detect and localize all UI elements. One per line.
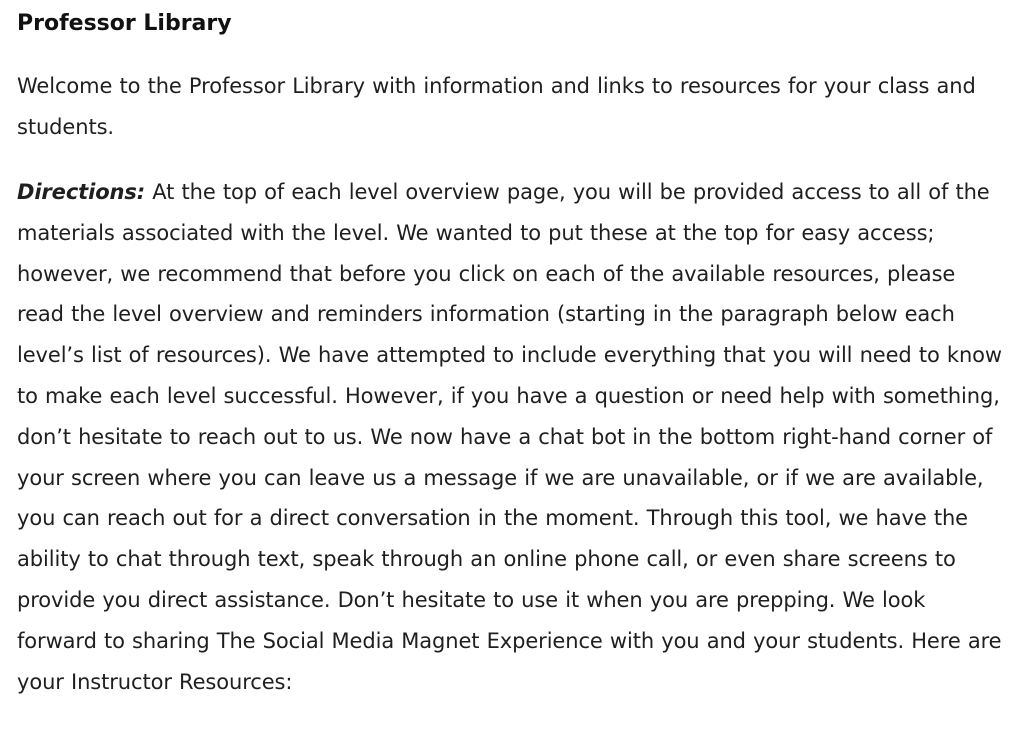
page-title: Professor Library [17, 11, 232, 36]
welcome-paragraph: Welcome to the Professor Library with information and links to resources for your class and students. [17, 74, 976, 139]
directions-paragraph [17, 172, 1008, 702]
directions-text: At the top of each level overview page, you will be provided access to all of the materials associated with the level. We wanted to put these at the top for easy access; however, we recommend that before you click on each of the available resources, please read the level overview and reminders information (starting in the paragraph below each level’s list of resources). We have attempted to include everything that you will need to know to make each level successful. However, if you have a question or need help with something, don’t hesitate to reach out to us. We now have a chat bot in the bottom right-hand corner of your screen where you can leave us a message if we are unavailable, or if we are available, you can reach out for a direct conversation in the moment. Through this tool, we have the ability to chat through text, speak through an online phone call, or even share screens to provide you direct assistance. Don’t hesitate to use it when you are prepping. We look forward to sharing The Social Media Magnet Experience with you and your students. Here are your Instructor Resources: [17, 180, 1002, 694]
directions-label: Directions: [17, 180, 146, 204]
